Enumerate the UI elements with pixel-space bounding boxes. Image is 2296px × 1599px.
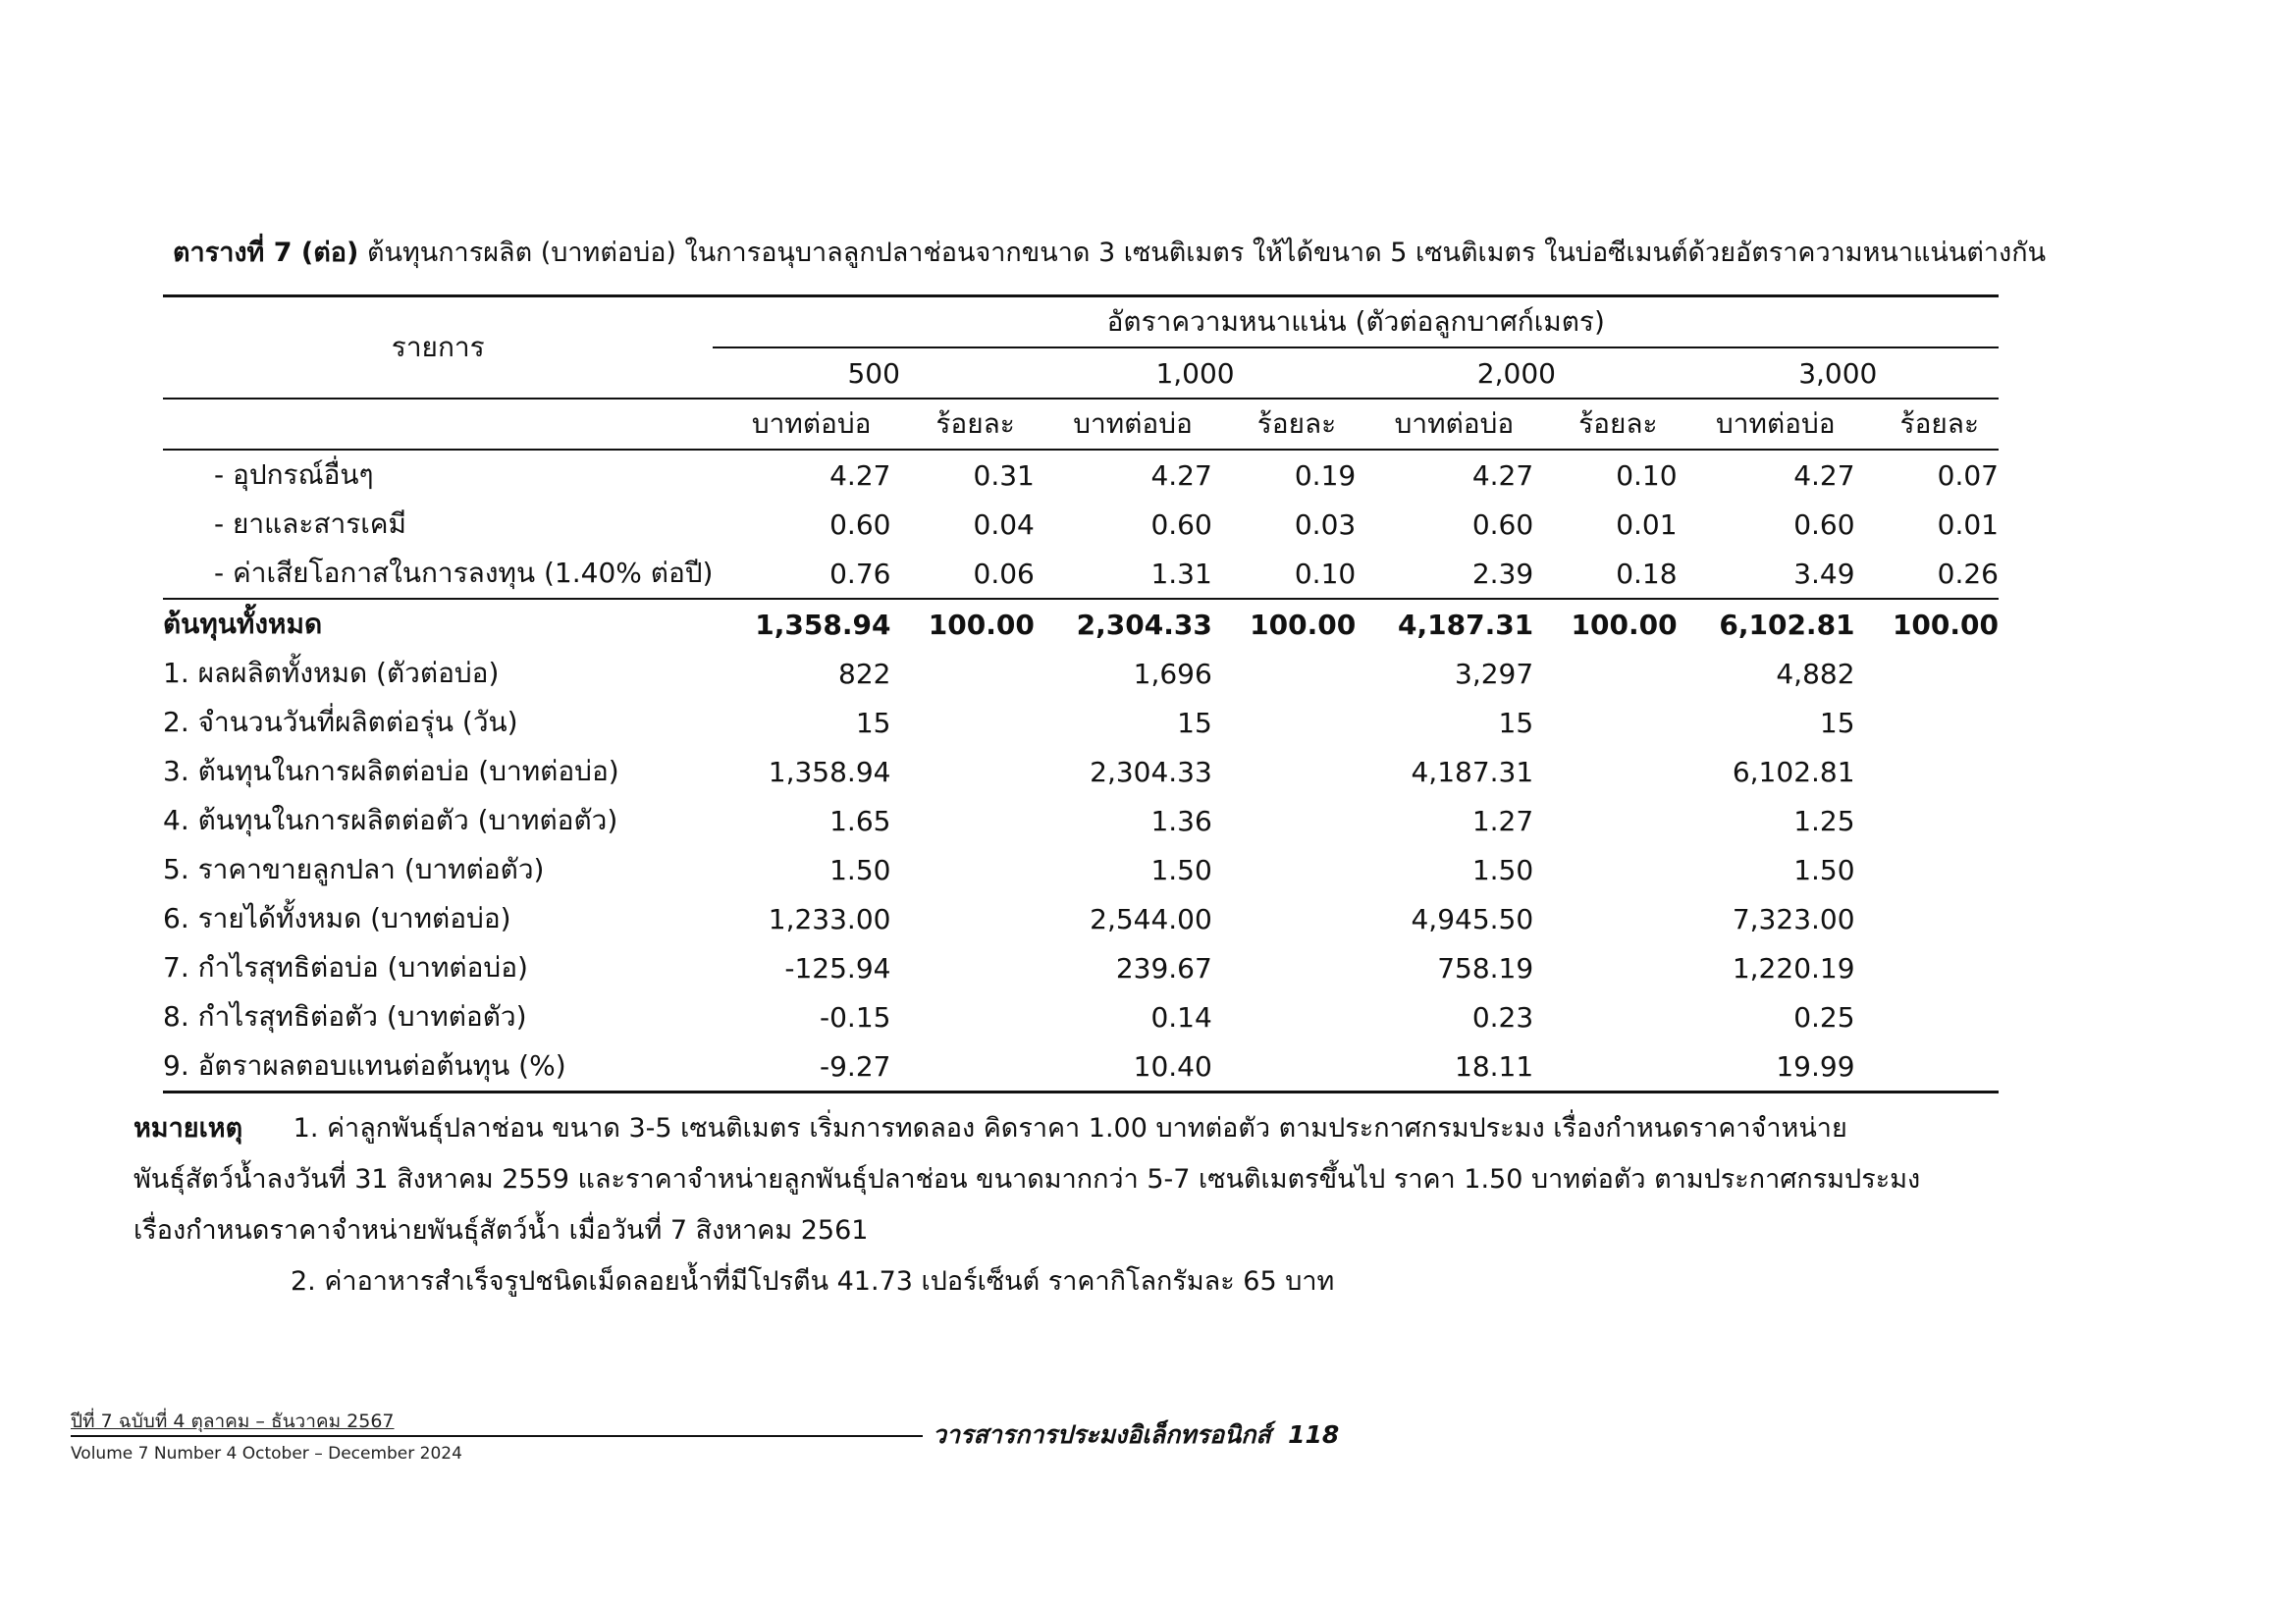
result-value: 10.40 [1133,1049,1212,1083]
row-value: 0.07 [1937,458,1999,492]
footer-issue-english: Volume 7 Number 4 October – December 2024 [71,1444,462,1464]
result-value: 0.23 [1471,1000,1534,1034]
empty-percent-cell [890,894,1034,943]
caption-label: ตารางที่ 7 (ต่อ) [173,238,359,268]
empty-percent-cell [1212,747,1356,796]
result-value: 1.65 [829,804,891,837]
row-label: - ค่าเสียโอกาสในการลงทุน (1.40% ต่อปี) [214,557,714,589]
result-value: -125.94 [784,951,891,985]
result-value: -9.27 [820,1049,891,1083]
result-value: 2,544.00 [1090,902,1212,935]
result-value: 15 [1819,706,1855,739]
empty-percent-cell [890,943,1034,992]
empty-percent-cell [1855,943,1999,992]
empty-percent-cell [1533,796,1677,845]
cost-item-row [163,450,1999,500]
table-body [163,450,1999,1093]
empty-percent-cell [890,649,1034,698]
row-value: 0.60 [829,507,891,541]
result-value: 1,233.00 [768,902,891,935]
total-value: 2,304.33 [1076,608,1212,641]
row-value: 0.10 [1294,557,1357,590]
result-label: 3. ต้นทุนในการผลิตต่อบ่อ (บาทต่อบ่อ) [163,755,619,787]
row-value: 0.01 [1937,507,1999,541]
empty-percent-cell [890,1041,1034,1093]
result-value: 1.50 [829,853,891,886]
row-value: 0.60 [1471,507,1534,541]
row-value: 4.27 [1793,458,1855,492]
result-label: 8. กำไรสุทธิต่อตัว (บาทต่อตัว) [163,1000,527,1033]
row-value: 2.39 [1471,557,1534,590]
footer-divider [71,1435,923,1437]
subheader-baht: บาทต่อบ่อ [1715,407,1836,440]
result-label: 2. จำนวนวันที่ผลิตต่อรุ่น (วัน) [163,706,518,738]
note-1-line-3: เรื่องกำหนดราคาจำหน่ายพันธุ์สัตว์น้ำ เมื่อวันที่ 7 สิงหาคม 2561 [133,1215,869,1246]
row-value: 0.03 [1294,507,1357,541]
result-row [163,992,1999,1041]
caption-text: ต้นทุนการผลิต (บาทต่อบ่อ) ในการอนุบาลลูกปลาช่อนจากขนาด 3 เซนติเมตร ให้ได้ขนาด 5 เซนติเมตร ในบ่อซีเมนต์ด้วยอัตราความหนาแน่นต่างกัน [366,238,2047,268]
result-label: 4. ต้นทุนในการผลิตต่อตัว (บาทต่อตัว) [163,804,618,836]
result-label: 7. กำไรสุทธิต่อบ่อ (บาทต่อบ่อ) [163,951,528,984]
note-1-line-1 [133,1103,2195,1154]
subheader-baht: บาทต่อบ่อ [751,407,872,440]
note-2: 2. ค่าอาหารสำเร็จรูปชนิดเม็ดลอยน้ำที่มีโปรตีน 41.73 เปอร์เซ็นต์ ราคากิโลกรัมละ 65 บาท [291,1266,1335,1297]
empty-percent-cell [890,747,1034,796]
result-value: 1.50 [1793,853,1855,886]
row-value: 0.76 [829,557,891,590]
result-row [163,845,1999,894]
result-value: 1.25 [1793,804,1855,837]
empty-percent-cell [1533,1041,1677,1093]
row-value: 4.27 [1150,458,1212,492]
result-label: 6. รายได้ทั้งหมด (บาทต่อบ่อ) [163,902,511,934]
item-column-header: รายการ [391,331,485,363]
density-group-1000: 1,000 [1155,356,1235,390]
subheader-percent: ร้อยละ [935,407,1015,440]
row-value: 0.06 [973,557,1035,590]
result-row [163,649,1999,698]
page-number: 118 [1288,1420,1340,1449]
note-1-text: 1. ค่าลูกพันธุ์ปลาช่อน ขนาด 3-5 เซนติเมตร เริ่มการทดลอง คิดราคา 1.00 บาทต่อตัว ตามประกาศกรมประมง เรื่องกำหนดราคาจำหน่าย [293,1113,1847,1144]
subheader-percent: ร้อยละ [1578,407,1658,440]
row-value: 0.31 [973,458,1035,492]
row-value: 1.31 [1150,557,1212,590]
subheader-percent: ร้อยละ [1256,407,1337,440]
empty-percent-cell [1533,698,1677,747]
empty-percent-cell [890,992,1034,1041]
total-cost-row [163,599,1999,649]
result-value: 0.14 [1150,1000,1212,1034]
cost-item-row [163,549,1999,599]
result-value: 18.11 [1455,1049,1534,1083]
empty-percent-cell [1212,1041,1356,1093]
result-value: 4,187.31 [1411,755,1534,788]
subheader-blank [163,399,713,450]
empty-percent-cell [1212,992,1356,1041]
result-value: 1.27 [1471,804,1534,837]
notes-section [133,1103,2195,1307]
empty-percent-cell [1212,943,1356,992]
empty-percent-cell [1855,649,1999,698]
result-row [163,698,1999,747]
row-value: 0.10 [1616,458,1678,492]
result-value: 1,696 [1133,657,1212,690]
row-value: 0.18 [1616,557,1678,590]
cost-item-row [163,500,1999,549]
result-value: 1.36 [1150,804,1212,837]
empty-percent-cell [1533,992,1677,1041]
empty-percent-cell [1212,845,1356,894]
footer-journal [933,1415,1339,1455]
result-value: 7,323.00 [1732,902,1855,935]
result-row [163,747,1999,796]
row-value: 4.27 [829,458,891,492]
row-value: 0.26 [1937,557,1999,590]
density-header: อัตราความหนาแน่น (ตัวต่อลูกบาศก์เมตร) [713,296,1999,348]
result-label: 9. อัตราผลตอบแทนต่อต้นทุน (%) [163,1049,566,1082]
result-value: 15 [1498,706,1534,739]
empty-percent-cell [1212,894,1356,943]
result-row [163,796,1999,845]
total-value: 100.00 [1250,608,1357,641]
notes-label: หมายเหตุ [133,1113,243,1144]
result-row [163,894,1999,943]
total-value: 1,358.94 [755,608,891,641]
result-value: 1,358.94 [768,755,891,788]
row-label: - ยาและสารเคมี [214,507,406,540]
empty-percent-cell [890,698,1034,747]
empty-percent-cell [1855,747,1999,796]
journal-name: วารสารการประมงอิเล็กทรอนิกส์ [933,1420,1271,1449]
empty-percent-cell [1533,943,1677,992]
result-value: 0.25 [1793,1000,1855,1034]
result-value: 3,297 [1455,657,1534,690]
subheader-baht: บาทต่อบ่อ [1394,407,1515,440]
result-row [163,1041,1999,1093]
empty-percent-cell [1855,796,1999,845]
density-group-3000: 3,000 [1798,356,1878,390]
density-group-500: 500 [847,356,900,390]
empty-percent-cell [1533,894,1677,943]
row-value: 0.19 [1294,458,1357,492]
result-value: 4,945.50 [1411,902,1534,935]
empty-percent-cell [1855,1041,1999,1093]
row-label: - อุปกรณ์อื่นๆ [214,458,374,491]
empty-percent-cell [1212,796,1356,845]
result-value: 15 [855,706,891,739]
empty-percent-cell [1855,845,1999,894]
empty-percent-cell [1212,649,1356,698]
result-label: 1. ผลผลิตทั้งหมด (ตัวต่อบ่อ) [163,657,500,689]
total-value: 100.00 [1892,608,1999,641]
total-label: ต้นทุนทั้งหมด [163,608,323,640]
result-value: 19.99 [1776,1049,1855,1083]
result-value: 239.67 [1115,951,1212,985]
empty-percent-cell [1533,649,1677,698]
result-value: 15 [1177,706,1212,739]
subheader-baht: บาทต่อบ่อ [1073,407,1193,440]
result-value: 4,882 [1776,657,1855,690]
row-value: 0.04 [973,507,1035,541]
density-group-2000: 2,000 [1476,356,1556,390]
empty-percent-cell [1855,992,1999,1041]
row-value: 0.60 [1793,507,1855,541]
note-1-line-2: พันธุ์สัตว์น้ำลงวันที่ 31 สิงหาคม 2559 และราคาจำหน่ายลูกพันธุ์ปลาช่อน ขนาดมากกว่า 5-7 เซนติเมตรขึ้นไป ราคา 1.50 บาทต่อตัว ตามประกาศกรมประมง [133,1164,1921,1195]
total-value: 6,102.81 [1719,608,1855,641]
row-value: 0.60 [1150,507,1212,541]
empty-percent-cell [890,845,1034,894]
result-value: -0.15 [820,1000,891,1034]
total-value: 4,187.31 [1398,608,1534,641]
row-value: 0.01 [1616,507,1678,541]
table-caption [173,234,2047,273]
row-value: 3.49 [1793,557,1855,590]
result-value: 1.50 [1471,853,1534,886]
result-label: 5. ราคาขายลูกปลา (บาทต่อตัว) [163,853,545,885]
result-value: 1.50 [1150,853,1212,886]
result-row [163,943,1999,992]
footer-issue-thai: ปีที่ 7 ฉบับที่ 4 ตุลาคม – ธันวาคม 2567 [71,1411,395,1432]
result-value: 2,304.33 [1090,755,1212,788]
total-value: 100.00 [928,608,1035,641]
row-value: 4.27 [1471,458,1534,492]
result-value: 758.19 [1437,951,1534,985]
empty-percent-cell [1855,698,1999,747]
empty-percent-cell [1533,747,1677,796]
empty-percent-cell [1855,894,1999,943]
empty-percent-cell [890,796,1034,845]
total-value: 100.00 [1571,608,1678,641]
subheader-percent: ร้อยละ [1899,407,1979,440]
result-value: 822 [838,657,891,690]
empty-percent-cell [1533,845,1677,894]
result-value: 1,220.19 [1732,951,1855,985]
empty-percent-cell [1212,698,1356,747]
cost-table [163,294,1999,1093]
result-value: 6,102.81 [1732,755,1855,788]
